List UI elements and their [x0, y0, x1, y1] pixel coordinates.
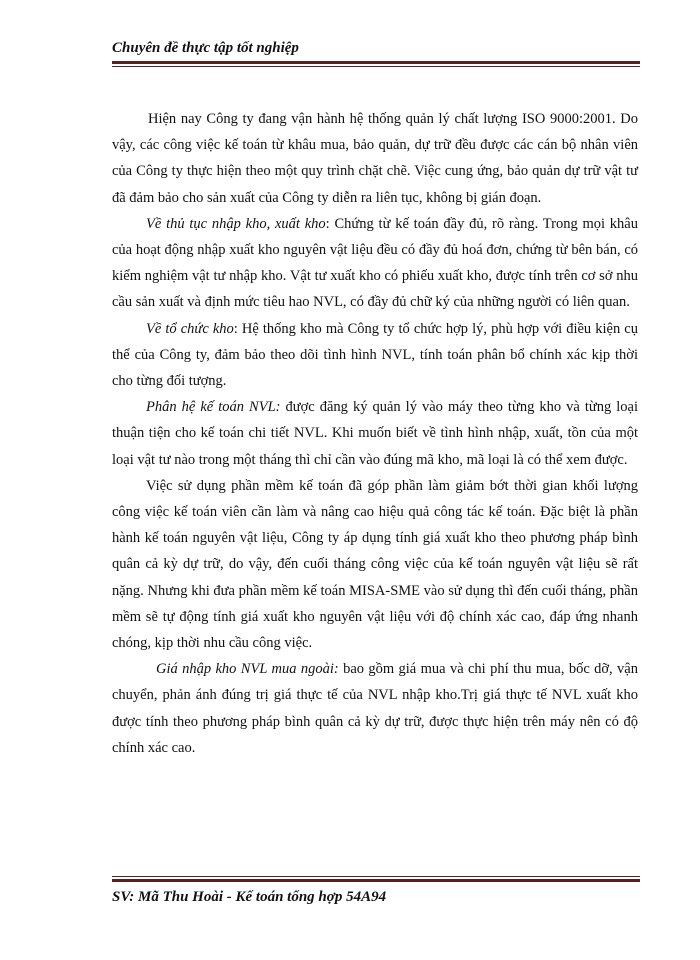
- page-header: Chuyên đề thực tập tốt nghiệp: [112, 40, 299, 56]
- paragraph-lead: Về tổ chức kho: [146, 320, 234, 337]
- header-rule-thick: [112, 61, 640, 64]
- footer-rule-thick: [112, 879, 640, 882]
- document-body: [112, 106, 638, 761]
- paragraph-3: [112, 316, 638, 395]
- paragraph-text: : Hệ thống kho mà Công ty tổ chức hợp lý, phù hợp với điều kiện cụ thể của Công ty, đảm bảo theo dõi tình hình NVL, tính toán phân bổ chính xác kịp thời cho từng đối tượng.: [112, 320, 638, 390]
- footer-rule-thin: [112, 876, 640, 877]
- paragraph-2: [112, 211, 638, 316]
- paragraph-lead: Phân hệ kế toán NVL:: [146, 399, 281, 416]
- paragraph-1: [112, 106, 638, 211]
- paragraph-lead: Giá nhập kho NVL mua ngoài:: [156, 661, 339, 678]
- paragraph-lead: Về thủ tục nhập kho, xuất kho: [146, 215, 326, 232]
- paragraph-5: [112, 473, 638, 656]
- paragraph-text: Việc sử dụng phần mềm kế toán đã góp phần làm giảm bớt thời gian khối lượng công việc kế toán viên cần làm và nâng cao hiệu quả công tác kế toán. Đặc biệt là phần hành kế toán nguyên vật liệu, Công ty áp dụng tính giá xuất kho theo phương pháp bình quân cả kỳ dự trữ, do vậy, đến cuối tháng công việc của kế toán nguyên vật liệu sẽ rất nặng. Nhưng khi đưa phần mềm kế toán MISA-SME vào sử dụng thì đến cuối tháng, phần mềm sẽ tự động tính giá xuất kho nguyên vật liệu với độ chính xác cao, đáp ứng nhanh chóng, kịp thời nhu cầu công việc.: [112, 477, 638, 652]
- paragraph-text: bao gồm giá mua và chi phí thu mua, bốc dỡ, vận chuyển, phản ánh đúng trị giá thực tế của NVL nhập kho.Trị giá thực tế NVL xuất kho được tính theo phương pháp bình quân cả kỳ dự trữ, được thực hiện trên máy nên có độ chính xác cao.: [112, 661, 638, 756]
- paragraph-4: [112, 394, 638, 473]
- header-rule-thin: [112, 66, 640, 67]
- paragraph-text: được đăng ký quản lý vào máy theo từng kho và từng loại thuận tiện cho kế toán chi tiết NVL. Khi muốn biết về tình hình nhập, xuất, tồn của một loại vật tư nào trong một tháng thì chỉ cần vào đúng mã kho, mã loại là có thể xem được.: [112, 399, 638, 468]
- paragraph-text: : Chứng từ kế toán đầy đủ, rõ ràng. Trong mọi khâu của hoạt động nhập xuất kho nguyên vật liệu đều có đầy đủ hoá đơn, chứng từ bên bán, có kiểm nghiệm vật tư nhập kho. Vật tư xuất kho có phiếu xuất kho, được tính trên cơ sở nhu cầu sản xuất và định mức tiêu hao NVL, có đầy đủ chữ ký của những người có liên quan.: [112, 215, 638, 311]
- paragraph-6: [112, 656, 638, 761]
- page-footer: SV: Mã Thu Hoài - Kế toán tổng hợp 54A94: [112, 889, 387, 905]
- paragraph-text: Hiện nay Công ty đang vận hành hệ thống quản lý chất lượng ISO 9000:2001. Do vậy, các công việc kế toán từ khâu mua, bảo quản, dự trữ đều được các cán bộ nhân viên của Công ty thực hiện theo một quy trình chặt chẽ. Việc cung ứng, bảo quản dự trữ vật tư đã đảm bảo cho sản xuất của Công ty diễn ra liên tục, không bị gián đoạn.: [112, 111, 638, 206]
